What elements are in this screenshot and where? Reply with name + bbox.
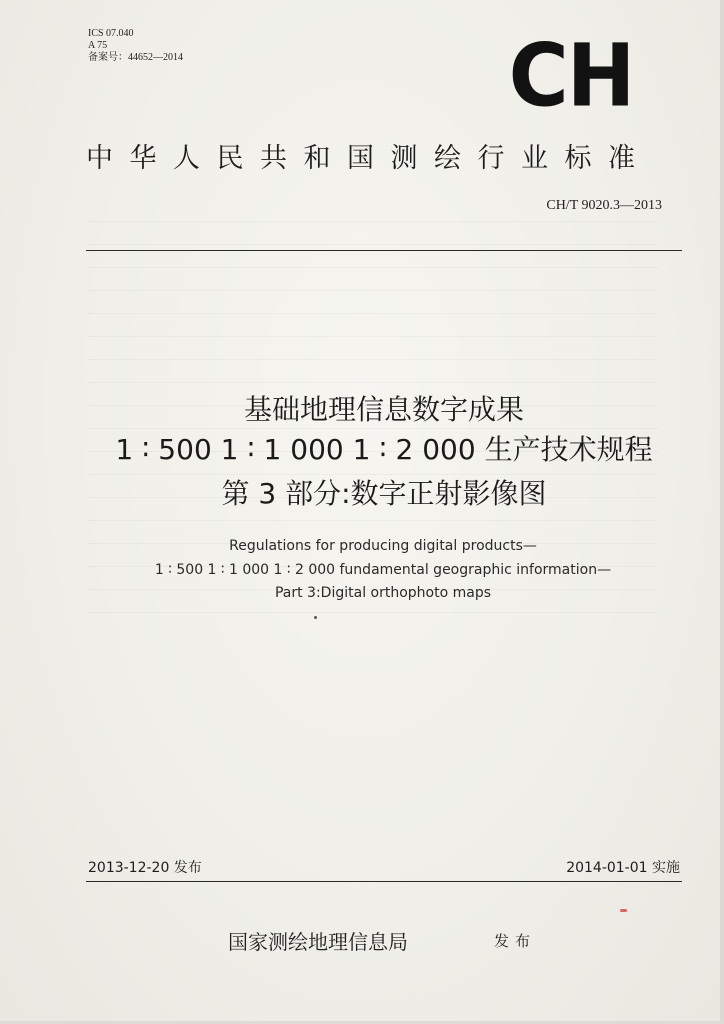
document-title-line-3: 第 3 部分:数字正射影像图	[221, 477, 547, 510]
red-speck	[620, 909, 627, 912]
issue-label: 发布	[494, 932, 537, 950]
english-title-line-1: Regulations for producing digital products—	[229, 538, 537, 554]
ics-code: ICS 07.040	[88, 28, 134, 39]
class-code: A 75	[88, 40, 108, 51]
scan-edge-right	[720, 0, 724, 1024]
ch-logo-text: CH	[508, 26, 634, 127]
effective-date: 2014-01-01 实施	[566, 860, 680, 876]
publish-date: 2013-12-20 发布	[88, 860, 202, 876]
classification-block	[88, 28, 183, 64]
document-title-line-1: 基础地理信息数字成果	[243, 393, 524, 426]
standard-code: CH/T 9020.3—2013	[546, 198, 662, 213]
ch-logo	[500, 26, 642, 127]
bottom-divider	[86, 881, 682, 882]
record-number: 备案号：44652—2014	[88, 52, 183, 63]
ink-dot	[314, 616, 317, 619]
issuing-authority: 国家测绘地理信息局	[228, 930, 408, 954]
standard-title: 中华人民共和国测绘行业标准	[86, 143, 652, 174]
english-title-line-2: 1 ∶ 500 1 ∶ 1 000 1 ∶ 2 000 fundamental geographic information—	[154, 562, 612, 578]
english-title-line-3: Part 3:Digital orthophoto maps	[274, 585, 492, 601]
document-title-line-2: 1 ∶ 500 1 ∶ 1 000 1 ∶ 2 000 生产技术规程	[115, 433, 653, 466]
